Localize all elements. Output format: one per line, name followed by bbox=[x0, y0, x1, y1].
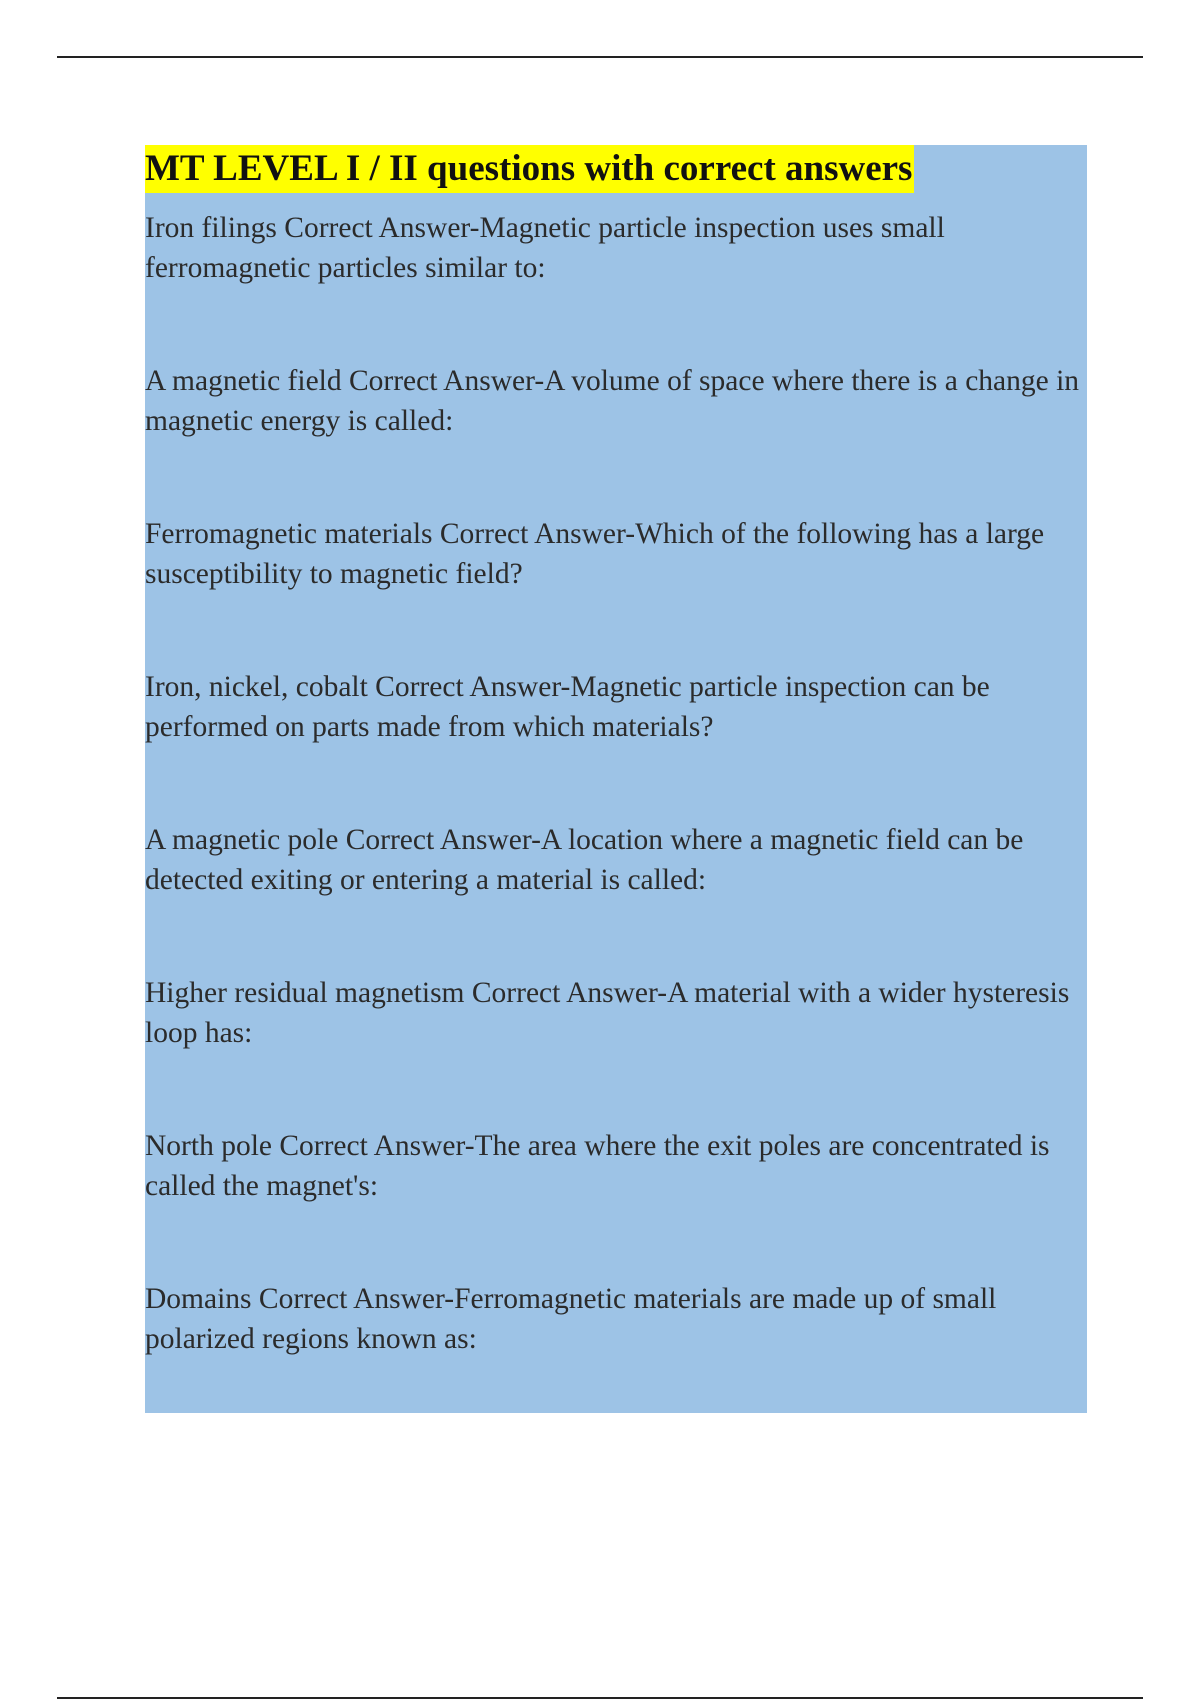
qa-item: Iron, nickel, cobalt Correct Answer-Magnetic particle inspection can be performed on parts made from which materials? bbox=[145, 671, 990, 743]
qa-item: A magnetic pole Correct Answer-A location where a magnetic field can be detected exiting or entering a material is called: bbox=[145, 824, 1024, 896]
qa-item: Higher residual magnetism Correct Answer-A material with a wider hysteresis loop has: bbox=[145, 977, 1070, 1049]
footer-rule bbox=[57, 1697, 1143, 1699]
header-rule bbox=[57, 56, 1143, 58]
qa-item: Iron filings Correct Answer-Magnetic particle inspection uses small ferromagnetic particles similar to: bbox=[145, 212, 945, 284]
qa-item: A magnetic field Correct Answer-A volume of space where there is a change in magnetic energy is called: bbox=[145, 365, 1080, 437]
qa-item: Domains Correct Answer-Ferromagnetic materials are made up of small polarized regions known as: bbox=[145, 1283, 997, 1355]
qa-list bbox=[145, 208, 1087, 1432]
highlighted-content-block bbox=[145, 145, 1087, 1413]
document-title: MT LEVEL I / II questions with correct answers bbox=[145, 145, 914, 193]
qa-item: Ferromagnetic materials Correct Answer-Which of the following has a large susceptibility to magnetic field? bbox=[145, 518, 1045, 590]
qa-item: North pole Correct Answer-The area where the exit poles are concentrated is called the magnet's: bbox=[145, 1130, 1050, 1202]
